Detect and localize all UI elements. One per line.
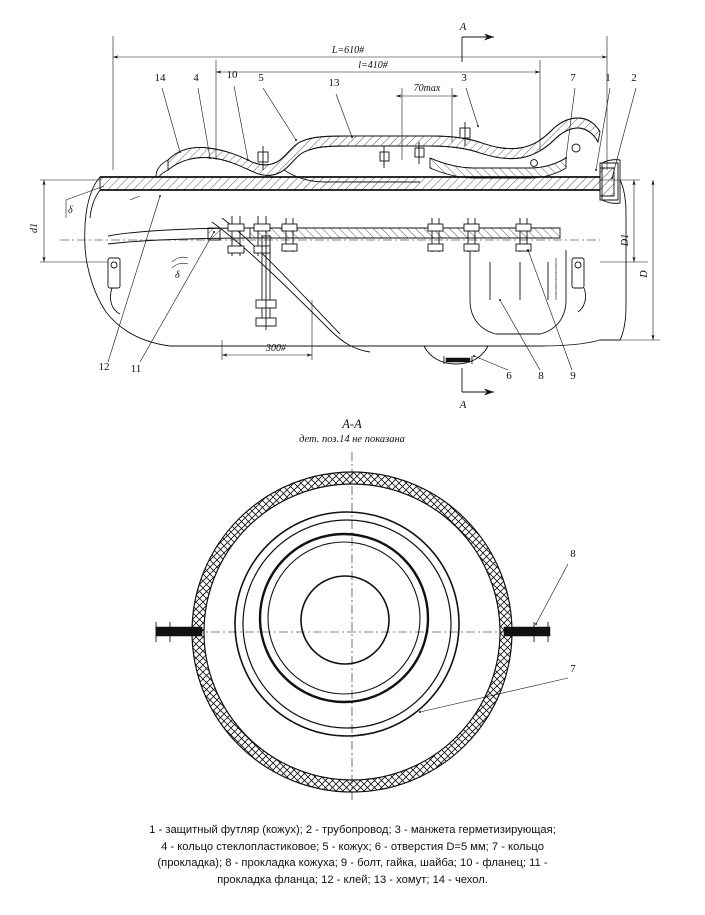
section-mark-top bbox=[462, 34, 494, 63]
left-lugs bbox=[108, 258, 586, 314]
callout-11: 11 bbox=[130, 363, 142, 375]
dimension-D bbox=[600, 180, 660, 340]
detail-delta-label: δ bbox=[175, 270, 180, 281]
section-view-circles bbox=[156, 452, 550, 800]
section-mark-bottom bbox=[462, 368, 494, 396]
callout-12: 12 bbox=[98, 361, 110, 373]
callout-3: 3 bbox=[461, 72, 467, 84]
section-label-top: А bbox=[459, 21, 467, 33]
dim-text-D: D bbox=[639, 270, 650, 278]
callout-14: 14 bbox=[154, 72, 166, 84]
callout-4: 4 bbox=[193, 72, 199, 84]
dim-text-D1: D1 bbox=[620, 233, 631, 247]
pipe-assembly-outline bbox=[60, 160, 626, 364]
legend-line-2: 4 - кольцо стеклопластиковое; 5 - кожух; 6 - отверстия D=5 мм; 7 - кольцо bbox=[161, 840, 544, 853]
section-label-bottom: А bbox=[459, 399, 467, 411]
callout-1: 1 bbox=[605, 72, 611, 84]
dim-text-d1: d1 bbox=[29, 223, 40, 233]
section-subtitle: дет. поз.14 не показана bbox=[299, 434, 405, 445]
callout-6: 6 bbox=[506, 370, 512, 382]
legend bbox=[0, 822, 705, 888]
dim-text-delta: δ bbox=[68, 205, 73, 216]
callout-2: 2 bbox=[631, 72, 637, 84]
callout-7: 7 bbox=[570, 72, 576, 84]
dim-text-300: 300# bbox=[266, 343, 286, 354]
left-body-details bbox=[130, 196, 188, 281]
legend-line-3: (прокладка); 8 - прокладка кожуха; 9 - болт, гайка, шайба; 10 - фланец; 11 - bbox=[157, 857, 548, 869]
callout-section-8: 8 bbox=[570, 548, 576, 560]
callout-8: 8 bbox=[538, 370, 544, 382]
callout-10: 10 bbox=[226, 69, 238, 81]
sealing-sleeve-profile bbox=[156, 118, 600, 182]
callout-5: 5 bbox=[258, 72, 264, 84]
dim-text-70max: 70max bbox=[413, 83, 441, 94]
leaders-bottom bbox=[108, 196, 572, 370]
dimension-300 bbox=[222, 300, 312, 360]
callout-13: 13 bbox=[328, 77, 340, 89]
callout-section-7: 7 bbox=[570, 663, 576, 675]
legend-line-1: 1 - защитный футляр (кожух); 2 - трубопровод; 3 - манжета герметизирующая; bbox=[149, 824, 556, 836]
callout-9: 9 bbox=[570, 370, 576, 382]
section-title: А-А bbox=[342, 417, 362, 431]
dimension-delta-left bbox=[66, 186, 104, 218]
dimension-d1 bbox=[29, 180, 108, 262]
legend-line-4: прокладка фланца; 12 - клей; 13 - хомут; 14 - чехол. bbox=[217, 873, 488, 886]
dim-text-L610: L=610# bbox=[331, 45, 365, 56]
dim-text-l410: l=410# bbox=[358, 60, 388, 71]
dimension-70max bbox=[396, 83, 458, 160]
